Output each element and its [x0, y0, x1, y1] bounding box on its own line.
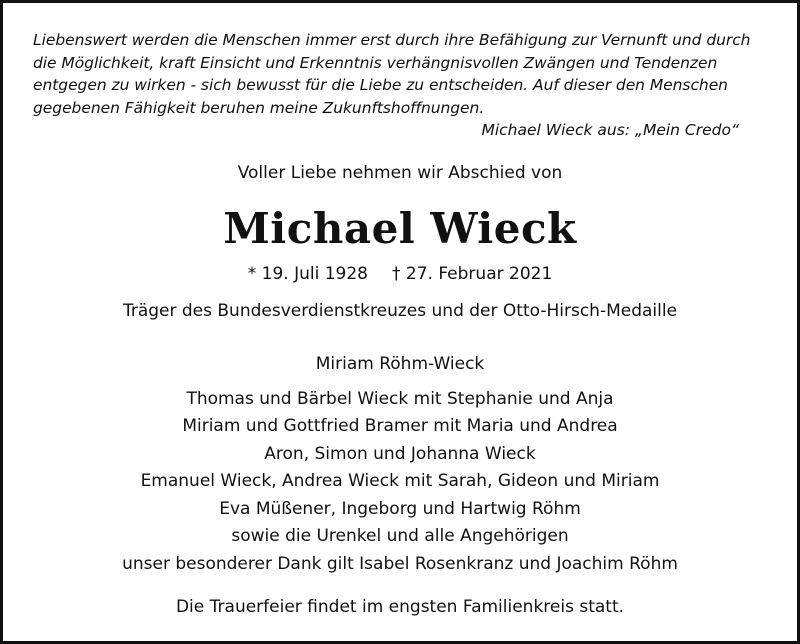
- quote-line: Liebenswert werden die Menschen immer erst durch ihre Befähigung zur Vernunft und durch: [33, 31, 751, 49]
- mourner-thanks: unser besonderer Dank gilt Isabel Rosenkranz und Joachim Röhm: [122, 553, 678, 574]
- mourner-spouse: Miriam Röhm-Wieck: [315, 354, 485, 374]
- death-date: † 27. Februar 2021: [391, 264, 553, 284]
- mourner-line: Thomas und Bärbel Wieck mit Stephanie und Anja: [186, 388, 614, 409]
- mourner-line: Aron, Simon und Johanna Wieck: [264, 443, 536, 464]
- mourner-line: Eva Müßener, Ingeborg und Hartwig Röhm: [219, 498, 581, 519]
- quote-attribution: Michael Wieck aus: „Mein Credo“: [481, 121, 739, 139]
- mourner-line: sowie die Urenkel und alle Angehörigen: [231, 526, 569, 546]
- mourners-list: [3, 351, 797, 578]
- quote-line: die Möglichkeit, kraft Einsicht und Erkenntnis verhängnisvollen Zwängen und Tendenzen: [33, 53, 718, 72]
- honors-line: Träger des Bundesverdienstkreuzes und der Otto-Hirsch-Medaille: [122, 301, 678, 321]
- life-dates: [3, 262, 797, 286]
- farewell-intro: Voller Liebe nehmen wir Abschied von: [237, 163, 563, 183]
- deceased-name: Michael Wieck: [223, 204, 577, 253]
- funeral-note: Die Trauerfeier findet im engsten Familienkreis statt.: [175, 597, 625, 617]
- quote-line: entgegen zu wirken - sich bewusst für die Liebe zu entscheiden. Auf dieser den Menschen: [33, 76, 728, 94]
- birth-date: * 19. Juli 1928: [247, 264, 368, 284]
- quote-line: gegebenen Fähigkeit beruhen meine Zukunftshoffnungen.: [33, 98, 485, 117]
- memorial-quote: [33, 29, 773, 119]
- mourner-line: Emanuel Wieck, Andrea Wieck mit Sarah, Gideon und Miriam: [140, 471, 660, 491]
- mourner-line: Miriam und Gottfried Bramer mit Maria und Andrea: [182, 416, 618, 436]
